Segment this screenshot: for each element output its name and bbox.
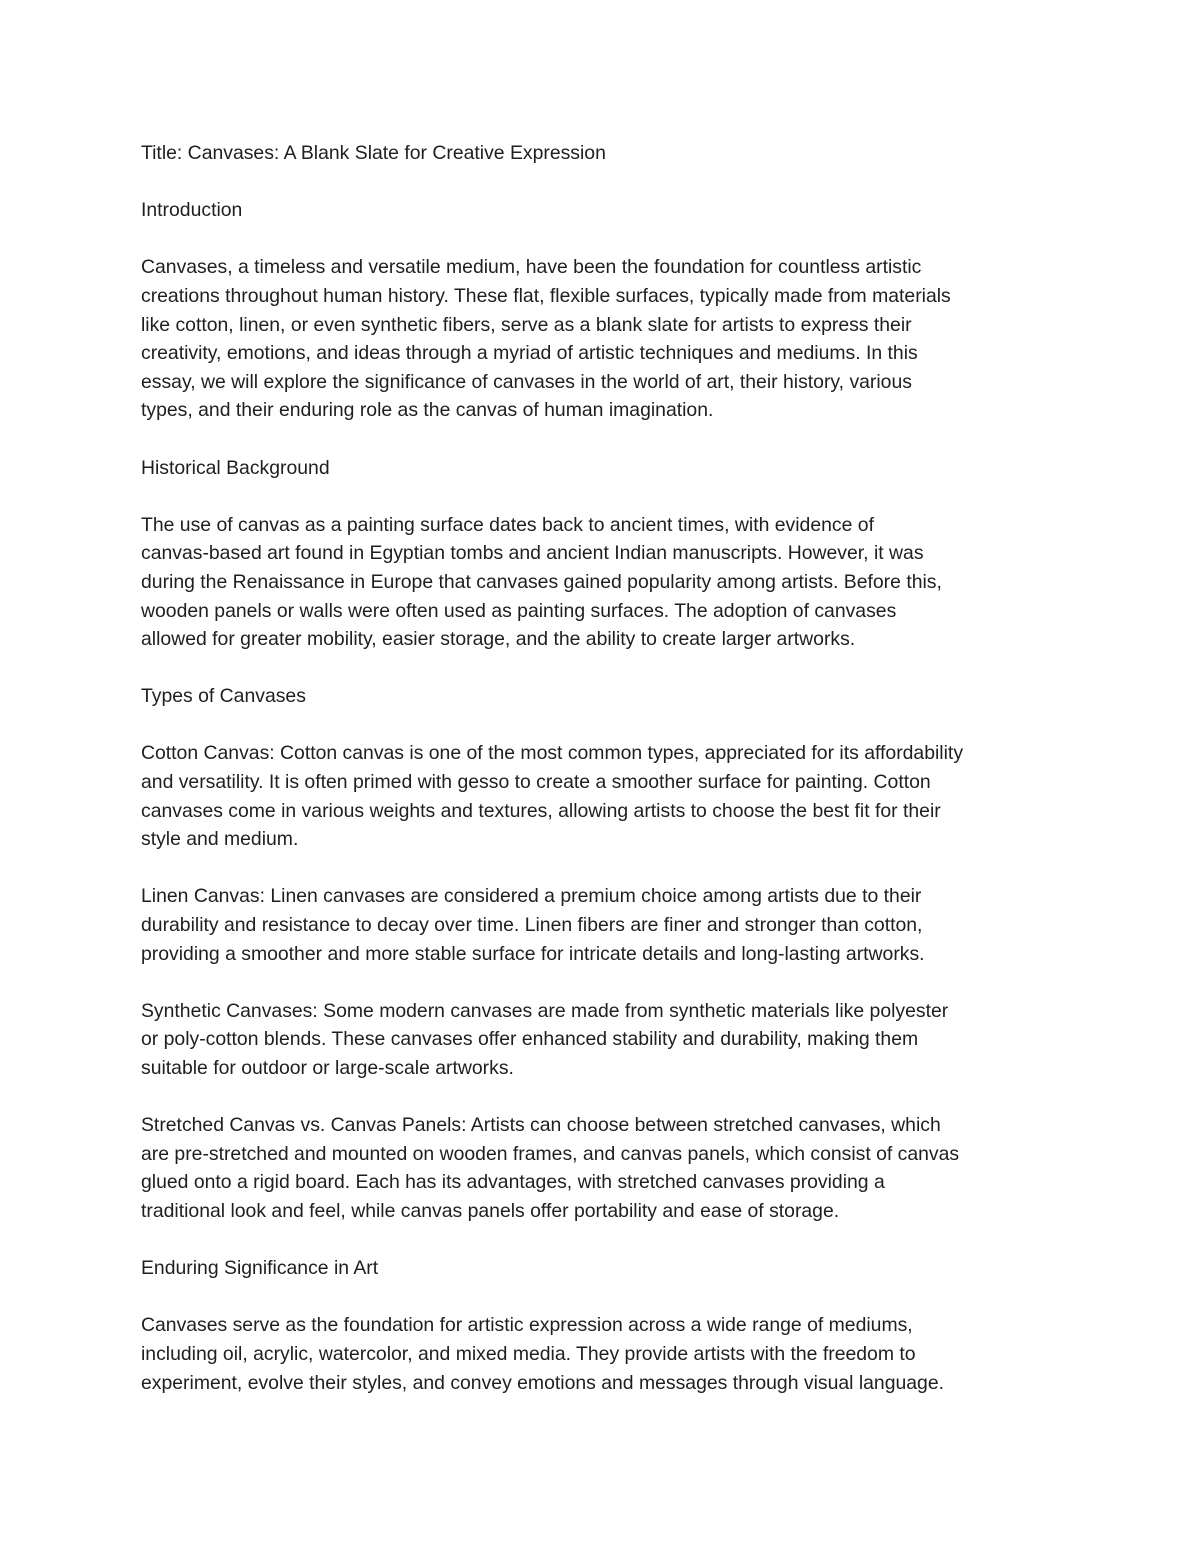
paragraph-cotton-canvas	[141, 739, 1066, 853]
text-line: types, and their enduring role as the canvas of human imagination.	[141, 399, 714, 422]
paragraph-historical-background	[141, 511, 1066, 654]
text-line: are pre-stretched and mounted on wooden frames, and canvas panels, which consist of canvas	[141, 1142, 960, 1165]
text-line: and versatility. It is often primed with gesso to create a smoother surface for painting. Cotton	[141, 771, 931, 794]
text-line: essay, we will explore the significance of canvases in the world of art, their history, various	[141, 370, 912, 393]
text-line: or poly-cotton blends. These canvases offer enhanced stability and durability, making them	[141, 1028, 919, 1051]
section-heading-historical-background: Historical Background	[141, 456, 330, 479]
text-line: allowed for greater mobility, easier storage, and the ability to create larger artworks.	[141, 628, 856, 651]
text-line: Synthetic Canvases: Some modern canvases are made from synthetic materials like polyester	[141, 999, 949, 1022]
text-line: traditional look and feel, while canvas panels offer portability and ease of storage.	[141, 1199, 840, 1222]
text-line: experiment, evolve their styles, and convey emotions and messages through visual language.	[141, 1371, 945, 1394]
text-line: creativity, emotions, and ideas through a myriad of artistic techniques and mediums. In this	[141, 342, 918, 365]
paragraph-enduring-significance	[141, 1311, 1066, 1397]
section-heading-types-of-canvases: Types of Canvases	[141, 685, 306, 708]
text-line: providing a smoother and more stable surface for intricate details and long-lasting artworks.	[141, 942, 925, 965]
document-title: Title: Canvases: A Blank Slate for Creative Expression	[141, 142, 606, 164]
text-line: during the Renaissance in Europe that canvases gained popularity among artists. Before this,	[141, 570, 942, 593]
text-line: Canvases, a timeless and versatile medium, have been the foundation for countless artistic	[141, 256, 922, 279]
text-line: including oil, acrylic, watercolor, and mixed media. They provide artists with the freedom to	[141, 1342, 916, 1365]
text-line: Cotton Canvas: Cotton canvas is one of the most common types, appreciated for its affordability	[141, 742, 964, 765]
text-line: like cotton, linen, or even synthetic fibers, serve as a blank slate for artists to express their	[141, 313, 912, 336]
paragraph-linen-canvas	[141, 882, 1066, 968]
text-line: canvas-based art found in Egyptian tombs and ancient Indian manuscripts. However, it was	[141, 542, 924, 565]
text-line: wooden panels or walls were often used as painting surfaces. The adoption of canvases	[141, 599, 897, 622]
text-line: suitable for outdoor or large-scale artworks.	[141, 1057, 514, 1079]
text-line: The use of canvas as a painting surface dates back to ancient times, with evidence of	[141, 513, 874, 536]
paragraph-synthetic-canvases	[141, 997, 1066, 1083]
text-line: glued onto a rigid board. Each has its advantages, with stretched canvases providing a	[141, 1171, 885, 1194]
text-line: style and medium.	[141, 828, 299, 851]
paragraph-introduction	[141, 253, 1066, 425]
section-heading-enduring-significance: Enduring Significance in Art	[141, 1257, 379, 1280]
text-line: canvases come in various weights and textures, allowing artists to choose the best fit for their	[141, 799, 941, 822]
text-line: creations throughout human history. These flat, flexible surfaces, typically made from materials	[141, 284, 951, 307]
paragraph-stretched-vs-panels	[141, 1111, 1066, 1225]
text-line: Linen Canvas: Linen canvases are considered a premium choice among artists due to their	[141, 885, 922, 908]
document-body	[141, 139, 1066, 1426]
text-line: durability and resistance to decay over time. Linen fibers are finer and stronger than cotton,	[141, 914, 923, 937]
text-line: Stretched Canvas vs. Canvas Panels: Artists can choose between stretched canvases, which	[141, 1114, 941, 1137]
section-heading-introduction: Introduction	[141, 199, 243, 222]
text-line: Canvases serve as the foundation for artistic expression across a wide range of mediums,	[141, 1314, 913, 1337]
